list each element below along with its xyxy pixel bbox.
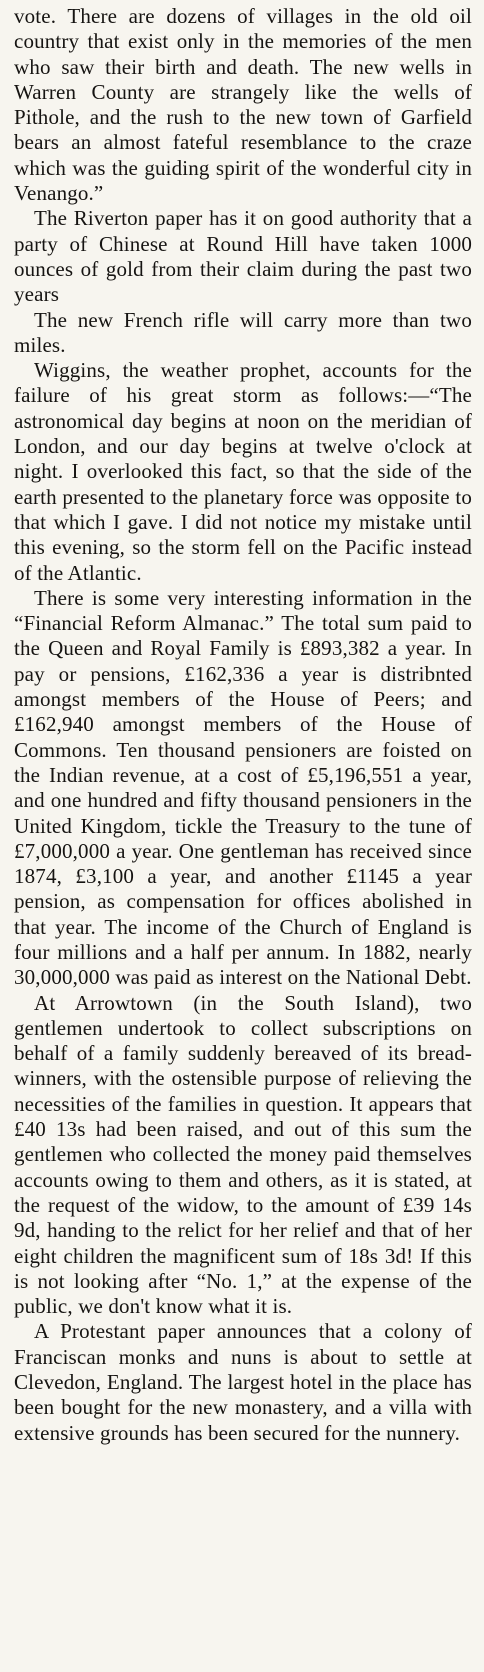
article-paragraph: Wiggins, the weather prophet, accounts for the failure of his great storm as follows:—“The astronomical day begins at noon on the meridian of London, and our day begins at twelve o'clock at night. I overlooked this fact, so that the side of the earth presented to the planetary force was opposite to that which I gave. I did not notice my mistake until this evening, so the storm fell on the Pacific instead of the Atlantic. xyxy=(14,358,472,585)
article-paragraph: There is some very interesting information in the “Financial Reform Almanac.” The total sum paid to the Queen and Royal Family is £893,382 a year. In pay or pensions, £162,336 a year is distribnted amongst members of the House of Peers; and £162,940 amongst members of the House of Commons. Ten thousand pensioners are foisted on the Indian revenue, at a cost of £5,196,551 a year, and one hundred and fifty thousand pensioners in the United Kingdom, tickle the Treasury to the tune of £7,000,000 a year. One gentleman has received since 1874, £3,100 a year, and another £1145 a year pension, as compensation for offices abolished in that year. The income of the Church of England is four millions and a half per annum. In 1882, nearly 30,000,000 was paid as interest on the National Debt. xyxy=(14,585,472,990)
article-paragraph: The Riverton paper has it on good authority that a party of Chinese at Round Hill have taken 1000 ounces of gold from their claim during the past two years xyxy=(14,206,472,307)
article-paragraph: vote. There are dozens of villages in the old oil country that exist only in the memories of the men who saw their birth and death. The new wells in Warren County are strangely like the wells of Pithole, and the rush to the new town of Garfield bears an almost fateful resemblance to the craze which was the guiding spirit of the wonderful city in Venango.” xyxy=(14,4,472,206)
article-paragraph: At Arrowtown (in the South Island), two gentlemen undertook to collect subscriptions on behalf of a family suddenly bereaved of its bread-winners, with the ostensible purpose of relieving the necessities of the families in question. It appears that £40 13s had been raised, and out of this sum the gentlemen who collected the money paid themselves accounts owing to them and others, as it is stated, at the request of the widow, to the amount of £39 14s 9d, handing to the relict for her relief and that of her eight children the magnificent sum of 18s 3d! If this is not looking after “No. 1,” at the expense of the public, we don't know what it is. xyxy=(14,990,472,1319)
article-paragraph: A Protestant paper announces that a colony of Franciscan monks and nuns is about to settle at Clevedon, England. The largest hotel in the place has been bought for the new monastery, and a villa with extensive grounds has been secured for the nunnery. xyxy=(14,1319,472,1445)
article-paragraph: The new French rifle will carry more than two miles. xyxy=(14,307,472,357)
